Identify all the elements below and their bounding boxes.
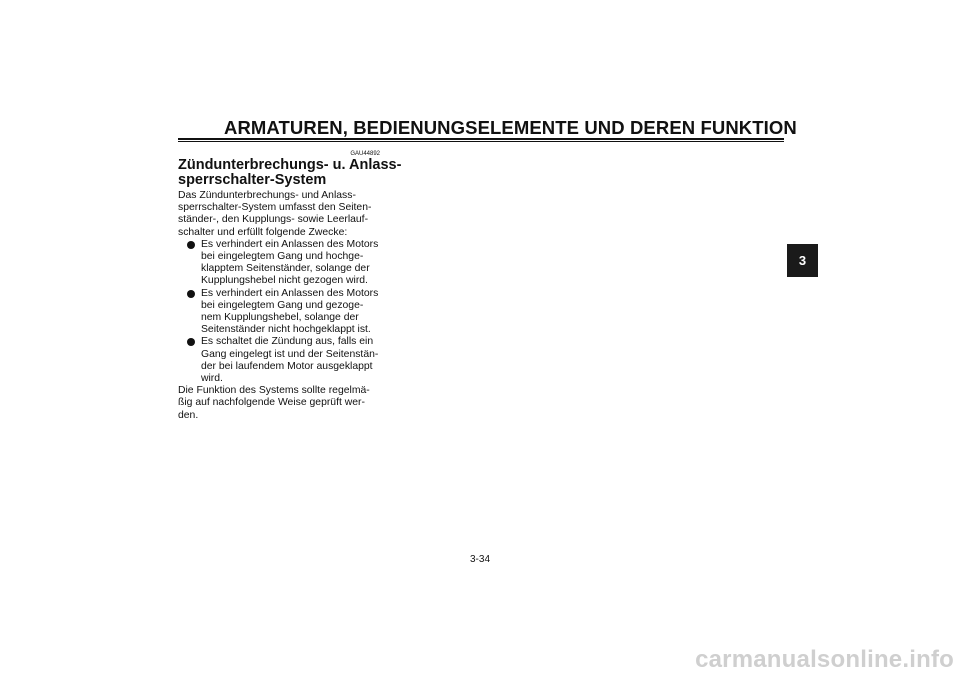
text-line: der bei laufendem Motor ausgeklappt xyxy=(201,360,373,372)
intro-paragraph xyxy=(178,190,380,239)
text-line: Seitenständer nicht hochgeklappt ist. xyxy=(201,324,371,336)
text-line: schalter und erfüllt folgende Zwecke: xyxy=(178,226,348,238)
text-line: klapptem Seitenständer, solange der xyxy=(201,263,370,275)
bullet-dot-icon xyxy=(187,290,195,298)
header-rule xyxy=(178,138,784,140)
section-title xyxy=(178,157,402,188)
bullet-item xyxy=(178,239,380,288)
watermark-text: carmanualsonline.info xyxy=(695,646,954,673)
text-line: bei eingelegtem Gang und gezoge- xyxy=(201,299,364,311)
text-line: bei eingelegtem Gang und hochge- xyxy=(201,251,364,263)
page-number: 3-34 xyxy=(469,554,490,565)
text-line: Die Funktion des Systems sollte regelmä- xyxy=(178,385,370,397)
chapter-tab: 3 xyxy=(787,244,818,277)
text-line: Gang eingelegt ist und der Seitenstän- xyxy=(201,348,379,360)
section-body xyxy=(178,190,380,422)
bullet-item xyxy=(178,336,380,385)
text-line: den. xyxy=(178,409,199,421)
outro-paragraph xyxy=(178,385,380,422)
text-line: sperrschalter-System umfasst den Seiten- xyxy=(178,202,372,214)
text-line: Das Zündunterbrechungs- und Anlass- xyxy=(178,190,356,201)
bullet-item xyxy=(178,288,380,337)
text-line: nem Kupplungshebel, solange der xyxy=(201,312,359,324)
text-line: ständer-, den Kupplungs- sowie Leerlauf- xyxy=(178,214,369,226)
bullet-dot-icon xyxy=(187,338,195,346)
section-title-line: Zündunterbrechungs- u. Anlass- xyxy=(178,157,402,173)
text-line: Es verhindert ein Anlassen des Motors xyxy=(201,287,379,299)
text-line: Kupplungshebel nicht gezogen wird. xyxy=(201,275,368,287)
header-rule-thin xyxy=(178,141,784,142)
page-header-title: ARMATUREN, BEDIENUNGSELEMENTE UND DEREN FUNKTION xyxy=(224,117,797,138)
text-line: ßig auf nachfolgende Weise geprüft wer- xyxy=(178,397,365,409)
bullet-dot-icon xyxy=(187,241,195,249)
text-line: Es schaltet die Zündung aus, falls ein xyxy=(201,336,374,348)
reference-code: GAU44892 xyxy=(350,151,380,157)
text-line: Es verhindert ein Anlassen des Motors xyxy=(201,238,379,250)
section-content xyxy=(178,150,402,422)
section-title-line: sperrschalter-System xyxy=(178,172,327,188)
text-line: wird. xyxy=(201,373,223,385)
